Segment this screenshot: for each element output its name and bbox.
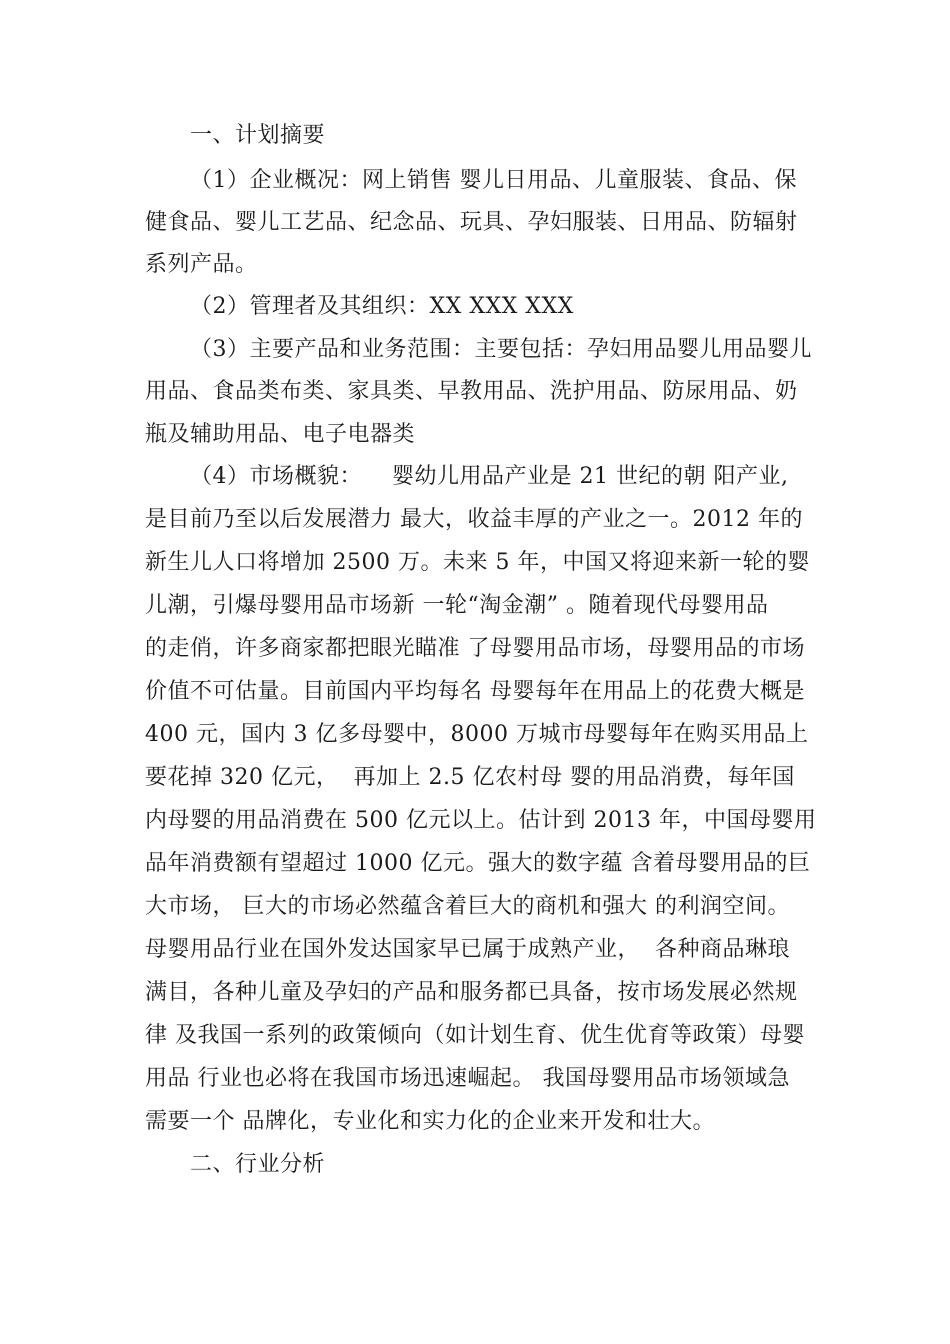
paragraph-line: （4）市场概貌： 婴幼儿用品产业是 21 世纪的朝 阳产业, bbox=[190, 464, 789, 489]
paragraph-line: 用品、食品类布类、家具类、早教用品、洗护用品、防尿用品、奶 bbox=[145, 379, 798, 404]
paragraph-line: 大市场， 巨大的市场必然蕴含着巨大的商机和强大 的利润空间。 bbox=[145, 894, 790, 919]
paragraph-line: 价值不可估量。目前国内平均每名 母婴每年在用品上的花费大概是 bbox=[145, 679, 805, 704]
paragraph-line: 要花掉 320 亿元， 再加上 2.5 亿农村母 婴的用品消费，每年国 bbox=[145, 765, 795, 790]
paragraph-line: 满目，各种儿童及孕妇的产品和服务都已具备，按市场发展必然规 bbox=[145, 980, 798, 1005]
paragraph-line: 瓶及辅助用品、电子电器类 bbox=[145, 422, 416, 447]
paragraph-line: 内母婴的用品消费在 500 亿元以上。估计到 2013 年，中国母婴用 bbox=[145, 808, 817, 833]
section-heading-plan-summary: 一、计划摘要 bbox=[190, 123, 326, 148]
paragraph-line: 儿潮，引爆母婴用品市场新 一轮“淘金潮” 。随着现代母婴用品 bbox=[145, 593, 769, 618]
paragraph-line: 律 及我国一系列的政策倾向（如计划生育、优生优育等政策）母婴 bbox=[145, 1023, 805, 1048]
paragraph-line: 的走俏，许多商家都把眼光瞄准 了母婴用品市场，母婴用品的市场 bbox=[145, 636, 805, 661]
paragraph-line: （2）管理者及其组织：XX XXX XXX bbox=[190, 294, 574, 319]
paragraph-line: 用品 行业也必将在我国市场迅速崛起。 我国母婴用品市场领域急 bbox=[145, 1066, 790, 1091]
paragraph-line: （1）企业概况：网上销售 婴儿日用品、儿童服装、食品、保 bbox=[190, 168, 797, 193]
paragraph-line: 是目前乃至以后发展潜力 最大，收益丰厚的产业之一。2012 年的 bbox=[145, 507, 803, 532]
paragraph-line: （3）主要产品和业务范围：主要包括：孕妇用品婴儿用品婴儿 bbox=[190, 337, 812, 362]
paragraph-line: 400 元，国内 3 亿多母婴中，8000 万城市母婴每年在购买用品上 bbox=[145, 722, 809, 747]
paragraph-line: 健食品、婴儿工艺品、纪念品、玩具、孕妇服装、日用品、防辐射 bbox=[145, 210, 798, 235]
paragraph-line: 系列产品。 bbox=[145, 252, 258, 277]
paragraph-line: 新生儿人口将增加 2500 万。未来 5 年，中国又将迎来新一轮的婴 bbox=[145, 550, 810, 575]
paragraph-line: 需要一个 品牌化，专业化和实力化的企业来开发和壮大。 bbox=[145, 1109, 715, 1134]
paragraph-line: 品年消费额有望超过 1000 亿元。强大的数字蕴 含着母婴用品的巨 bbox=[145, 851, 811, 876]
paragraph-line: 母婴用品行业在国外发达国家早已属于成熟产业， 各种商品琳琅 bbox=[145, 937, 790, 962]
section-heading-industry-analysis: 二、行业分析 bbox=[190, 1152, 326, 1177]
